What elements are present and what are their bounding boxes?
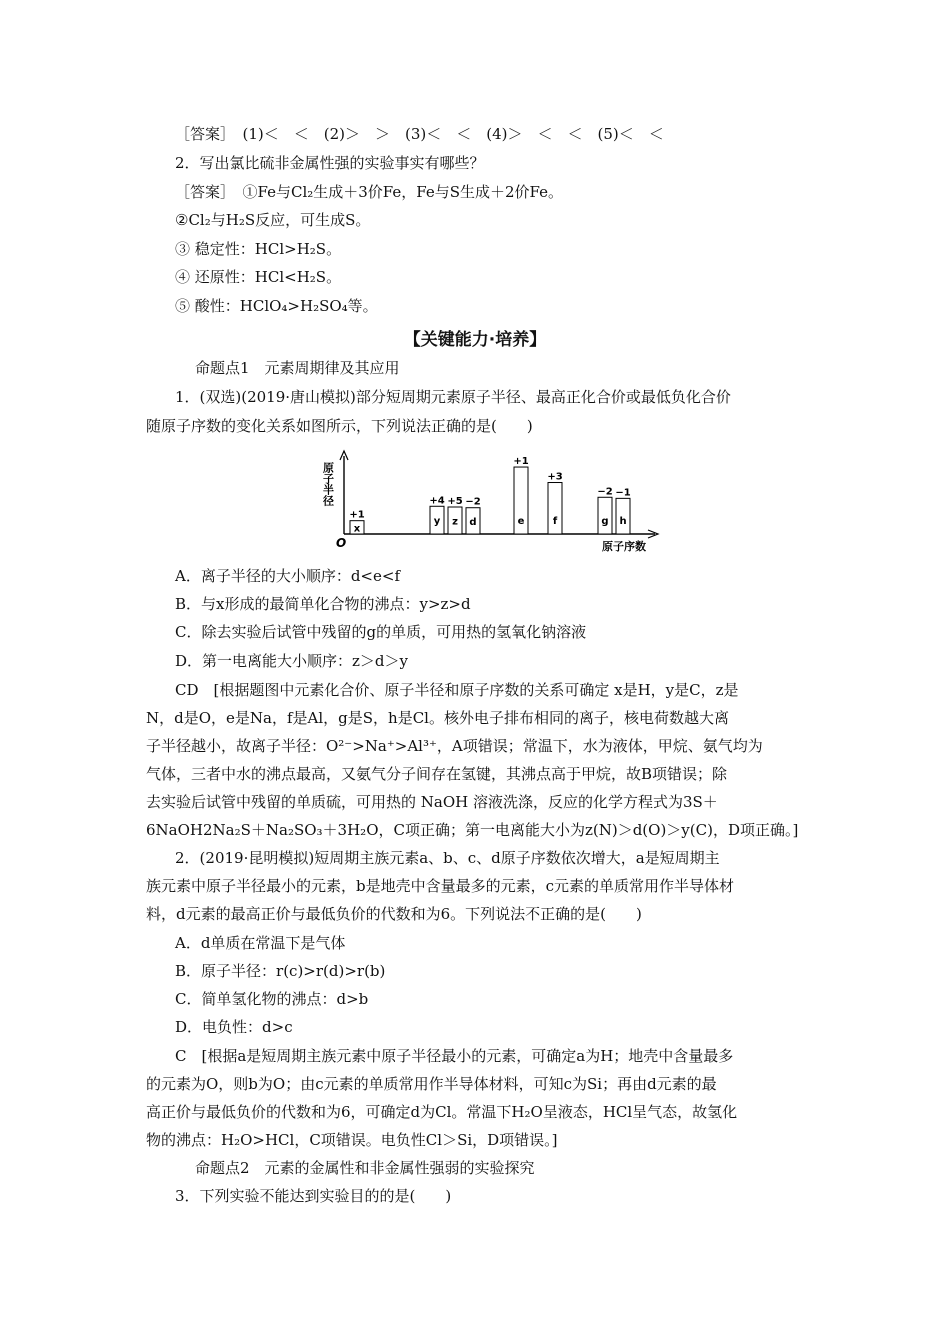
q1-explanation-1: CD [根据题图中元素化合价、原子半径和原子序数的关系可确定 x是H，y是C，z是 [175, 681, 739, 699]
question-line-2: 2．写出氯比硫非金属性强的实验事实有哪些？ [175, 154, 485, 172]
q1-explanation-5: 去实验后试管中残留的单质硫，可用热的 NaOH 溶液洗涤，反应的化学方程式为3S＋ [146, 793, 718, 811]
q1-explanation-6: 6NaOH2Na₂S＋Na₂SO₃＋3H₂O，C项正确；第一电离能大小为z(N)＞d(O)＞y(C)，D项正确。] [146, 821, 799, 839]
topic-heading-1: 命题点1 元素周期律及其应用 [195, 359, 400, 377]
q2-explanation-2: 的元素为O，则b为O；由c元素的单质常用作半导体材料，可知c为Si；再由d元素的最 [146, 1075, 717, 1093]
q2-line-2: 族元素中原子半径最小的元素，b是地壳中含量最多的元素，c元素的单质常用作半导体材 [146, 877, 735, 895]
answer-item-4: ④ 还原性：HCl<H₂S。 [175, 268, 342, 286]
bar-label-f: f [552, 516, 558, 527]
topic-heading-2: 命题点2 元素的金属性和非金属性强弱的实验探究 [195, 1159, 535, 1177]
valence-label-x: +1 [349, 509, 365, 521]
q1-option-a: A．离子半径的大小顺序：d<e<f [175, 567, 401, 585]
bar-label-g: g [601, 516, 609, 527]
bar-label-h: h [619, 516, 627, 527]
bar-label-x: x [353, 523, 361, 535]
q2-option-d: D．电负性：d>c [175, 1018, 293, 1036]
valence-label-g: −2 [597, 486, 613, 498]
q2-explanation-1: C [根据a是短周期主族元素中原子半径最小的元素，可确定a为H；地壳中含量最多 [175, 1047, 734, 1065]
q2-option-b: B．原子半径：r(c)>r(d)>r(b) [175, 962, 386, 980]
valence-label-z: +5 [447, 496, 463, 507]
answer-item-2: ②Cl₂与H₂S反应，可生成S。 [175, 211, 371, 229]
q3-line-1: 3．下列实验不能达到实验目的的是( ) [175, 1187, 452, 1205]
valence-label-d: −2 [465, 496, 481, 508]
answer-line-1: ［答案］ (1)＜ ＜ (2)＞ ＞ (3)＜ ＜ (4)＞ ＜ ＜ (5)＜ ＜ [175, 125, 664, 143]
q1-explanation-4: 气体，三者中水的沸点最高，又氨气分子间存在氢键，其沸点高于甲烷，故B项错误；除 [146, 765, 728, 783]
q2-explanation-4: 物的沸点：H₂O>HCl，C项错误。电负性Cl＞Si，D项错误。] [146, 1131, 558, 1149]
q2-option-a: A．d单质在常温下是气体 [175, 934, 346, 952]
valence-label-h: −1 [615, 487, 631, 499]
valence-label-y: +4 [429, 495, 445, 507]
q1-option-c: C．除去实验后试管中残留的g的单质，可用热的氢氧化钠溶液 [175, 623, 587, 641]
q1-explanation-3: 子半径越小，故离子半径：O²⁻>Na⁺>Al³⁺，A项错误；常温下，水为液体，甲烷、氨气均为 [146, 737, 763, 755]
valence-label-e: +1 [513, 456, 529, 468]
q2-option-c: C．简单氢化物的沸点：d>b [175, 990, 369, 1008]
q1-line-1: 1．(双选)(2019·唐山模拟)部分短周期元素原子半径、最高正化合价或最低负化合价 [175, 388, 731, 406]
valence-label-f: +3 [547, 471, 563, 483]
x-axis-label: 原子序数 [602, 540, 646, 553]
q1-option-b: B．与x形成的最简单化合物的沸点：y>z>d [175, 595, 471, 613]
bar-label-z: z [452, 516, 458, 528]
q1-explanation-2: N，d是O，e是Na，f是Al，g是S，h是Cl。核外电子排布相同的离子，核电荷数越大离 [146, 709, 729, 727]
section-title: 【关键能力·培养】 [403, 330, 547, 350]
q2-line-3: 料，d元素的最高正价与最低负价的代数和为6。下列说法不正确的是( ) [146, 905, 642, 923]
q2-explanation-3: 高正价与最低负价的代数和为6，可确定d为Cl。常温下H₂O呈液态，HCl呈气态，故氢化 [146, 1103, 738, 1121]
atomic-radius-chart [320, 448, 660, 560]
answer-line-2: ［答案］ ①Fe与Cl₂生成＋3价Fe，Fe与S生成＋2价Fe。 [175, 183, 564, 201]
bar-label-e: e [517, 516, 525, 527]
origin-label: O [336, 536, 347, 550]
y-axis-label: 原子半径 [321, 462, 335, 506]
q2-line-1: 2．(2019·昆明模拟)短周期主族元素a、b、c、d原子序数依次增大，a是短周期主 [175, 849, 720, 867]
answer-item-3: ③ 稳定性：HCl>H₂S。 [175, 240, 342, 258]
q1-line-2: 随原子序数的变化关系如图所示，下列说法正确的是( ) [146, 417, 533, 435]
answer-item-5: ⑤ 酸性：HClO₄>H₂SO₄等。 [175, 297, 378, 315]
q1-option-d: D．第一电离能大小顺序：z＞d＞y [175, 652, 409, 670]
bar-label-d: d [469, 516, 477, 528]
bar-label-y: y [433, 516, 441, 528]
